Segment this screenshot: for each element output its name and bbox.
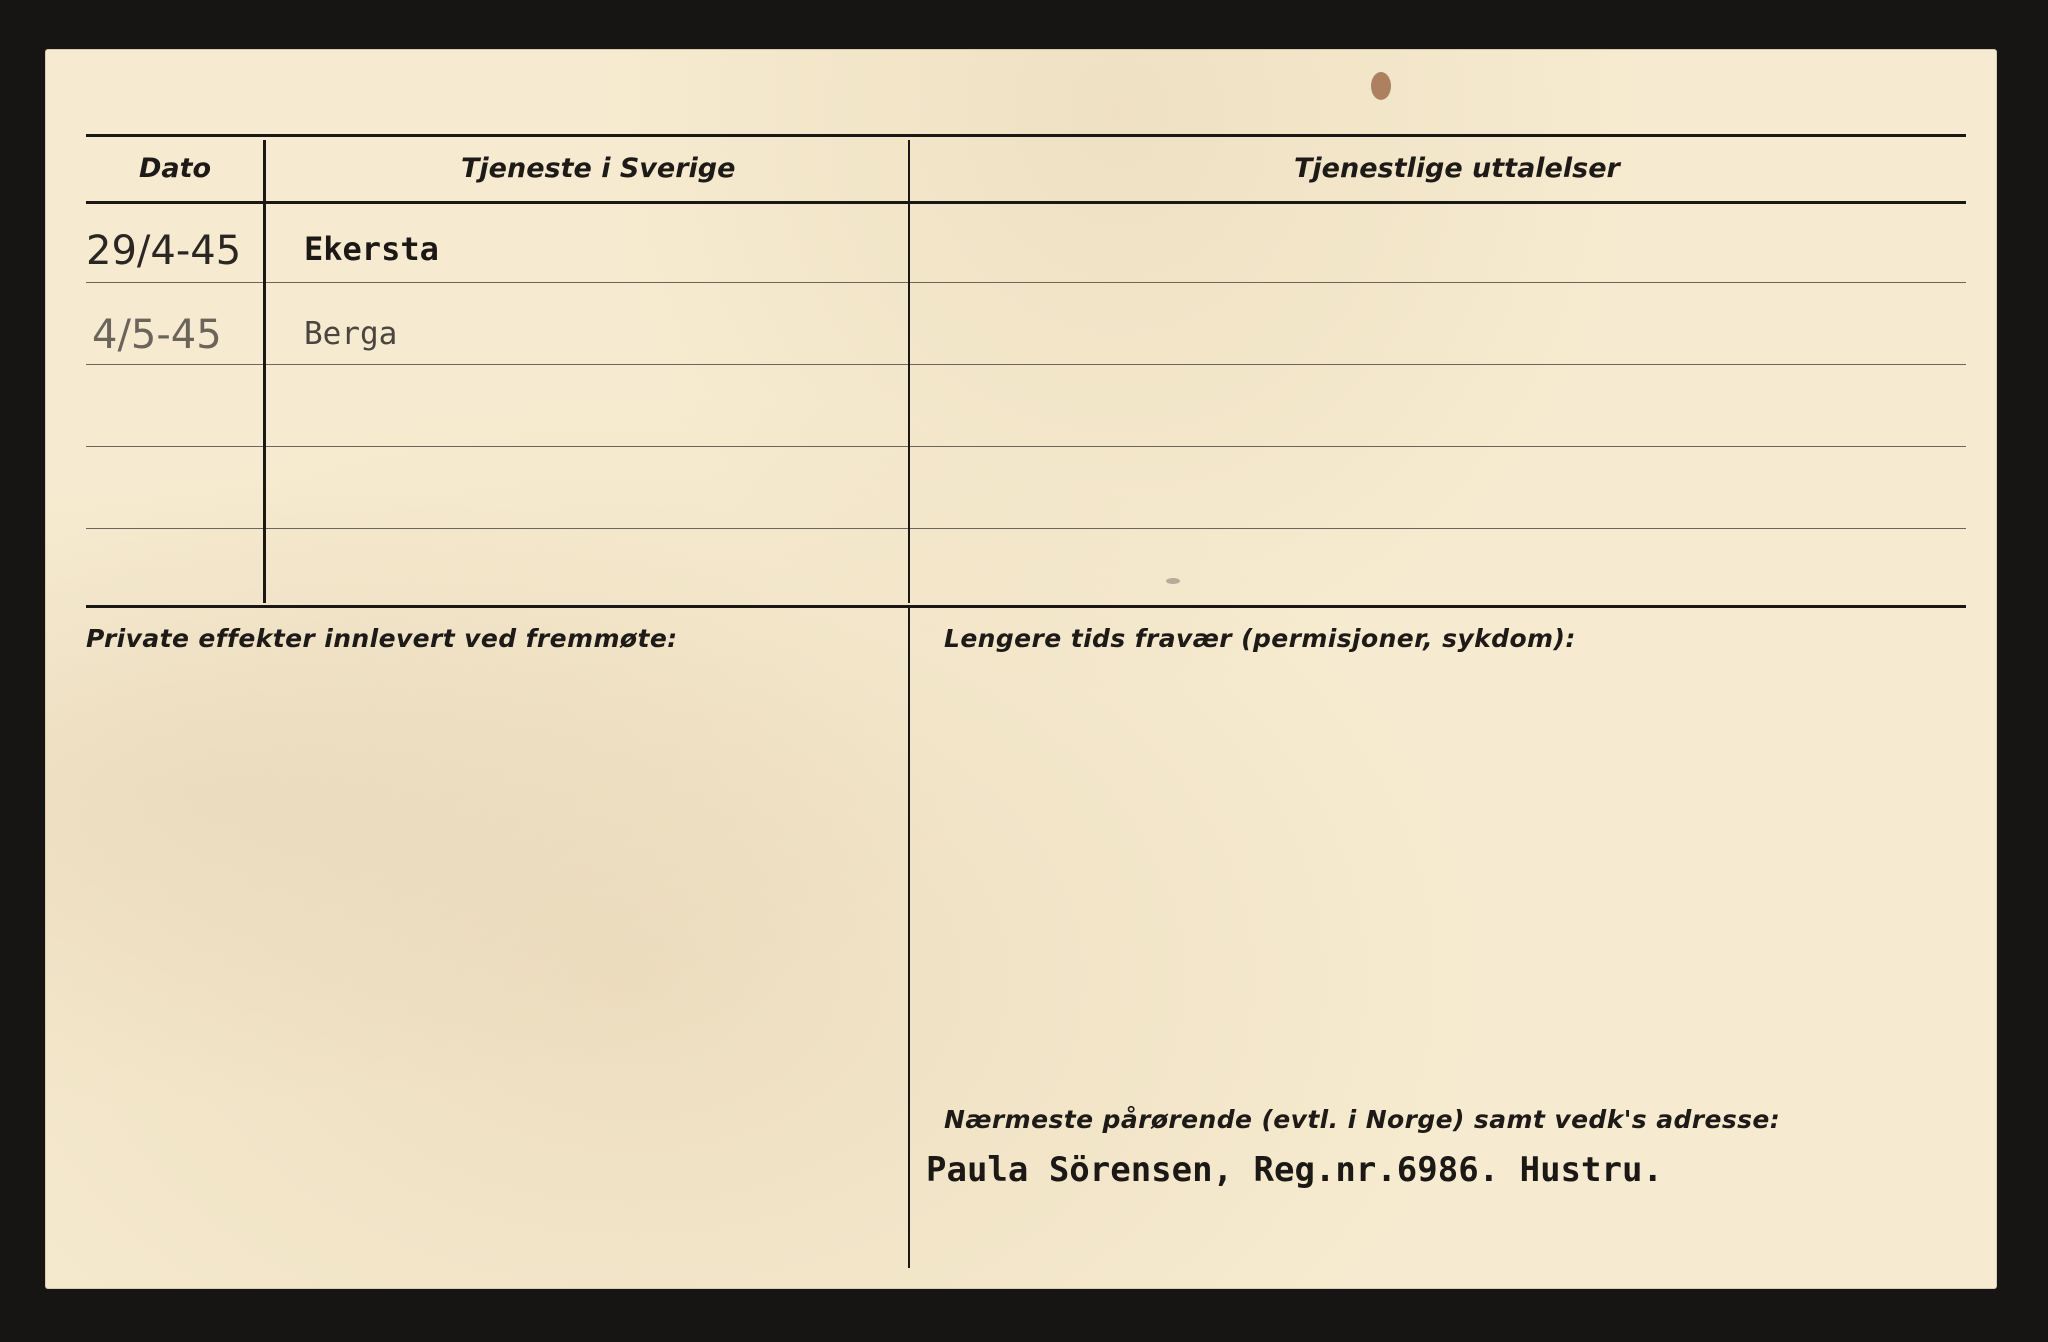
- row-1-service: Ekersta: [304, 230, 439, 268]
- header-date: Dato: [139, 153, 212, 184]
- row-rule: [86, 364, 1966, 365]
- absence-label: Lengere tids fravær (permisjoner, sykdom):: [944, 624, 1576, 653]
- header-service: Tjeneste i Sverige: [461, 153, 736, 184]
- row-2-date: 4/5-45: [92, 312, 222, 358]
- paper-spot: [1166, 578, 1180, 584]
- row-rule: [86, 528, 1966, 529]
- row-rule: [86, 446, 1966, 447]
- table-bottom-rule: [86, 605, 1966, 608]
- ink-stain: [1371, 72, 1391, 100]
- column-divider-service: [908, 140, 910, 603]
- next-of-kin-value: Paula Sörensen, Reg.nr.6986. Hustru.: [926, 1150, 1663, 1190]
- row-1-date: 29/4-45: [86, 228, 242, 274]
- table-top-rule: [86, 134, 1966, 137]
- header-remarks: Tjenestlige uttalelser: [1294, 153, 1620, 184]
- record-card: [46, 50, 1996, 1288]
- column-divider-date: [263, 140, 266, 603]
- next-of-kin-label: Nærmeste pårørende (evtl. i Norge) samt vedk's adresse:: [944, 1105, 1781, 1134]
- row-rule: [86, 282, 1966, 283]
- header-bottom-rule: [86, 201, 1966, 204]
- private-effects-label: Private effekter innlevert ved fremmøte:: [86, 624, 678, 653]
- row-2-service: Berga: [304, 316, 398, 352]
- section-divider: [908, 608, 910, 1268]
